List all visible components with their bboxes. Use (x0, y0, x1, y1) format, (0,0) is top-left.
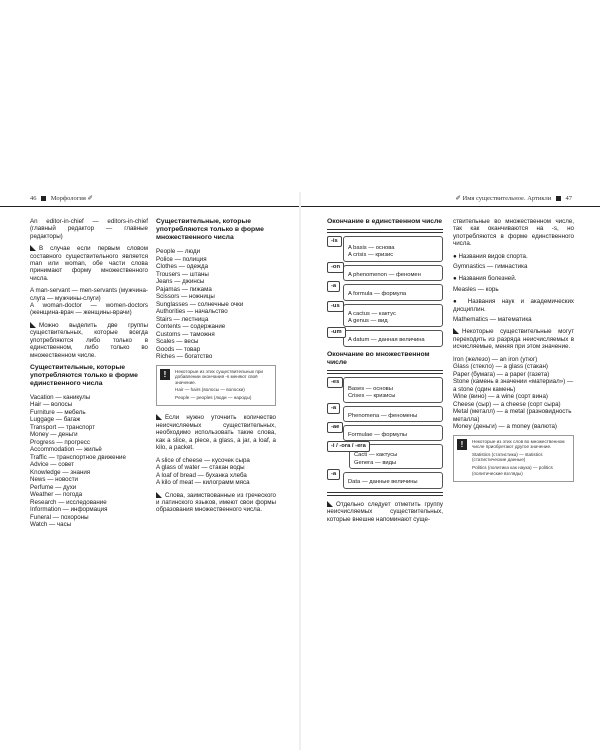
list-item: Advice — совет (30, 461, 75, 469)
word-list (453, 356, 574, 431)
list-item: Traffic — транспортное движение (30, 453, 126, 461)
suffix-label: -es (327, 377, 343, 388)
list-item: Money (деньги) — a money (валюта) (453, 423, 557, 431)
note-box (156, 365, 276, 407)
entry: A formula — формула (348, 291, 407, 298)
example: Measles — корь (453, 285, 499, 293)
list-item: Transport — транспорт (30, 423, 96, 431)
entry-box (343, 472, 443, 488)
bullet-icon: ● (453, 275, 459, 283)
plural-diagram (327, 377, 443, 489)
section-heading: Окончание в единственном числе (327, 218, 443, 225)
bullet-item: ● Названия видов спорта. (453, 252, 528, 260)
list-item: Stairs — лестница (156, 315, 209, 323)
section-heading: Окончание во множественном числе (327, 350, 430, 366)
entry-box (343, 284, 443, 300)
paragraph: An editor-in-chief — editors-in-chief (главный редактор — главные редакторы) (30, 218, 148, 240)
triangle-icon (156, 492, 162, 498)
suffix-label: -i / -ora / -era (327, 441, 370, 452)
page-number: 46 (30, 195, 37, 202)
paragraph: Можно выделить две группы существительных, которые всегда употребляются либо только в единственном, либо только во множественном числе. (30, 321, 148, 359)
page-number: 47 (565, 195, 572, 202)
list-item: Authorities — начальство (156, 308, 228, 315)
note-text: Некоторые из этих существительных при добавлении окончания -s меняют своё значение. (175, 368, 263, 385)
divider (327, 492, 443, 496)
divider (327, 370, 443, 374)
list-item: Luggage — багаж (30, 416, 81, 424)
paragraph: В случае если первым словом составного существительного является man или woman, обе части слова принимают форму множественного числа. (30, 245, 148, 282)
paragraph: Некоторые существительные могут переходить из разряда неисчисляемых в исчисляемые, меняя при этом значение. (453, 328, 574, 351)
triangle-icon (30, 322, 36, 328)
left-page (0, 192, 299, 750)
example-list (156, 457, 276, 487)
suffix-group (327, 236, 443, 262)
bullet-icon: ● (453, 252, 459, 260)
square-icon (556, 196, 561, 201)
suffix-group (327, 304, 443, 328)
word-list (156, 248, 276, 361)
list-item: Scales — весы (156, 338, 199, 345)
triangle-icon (30, 245, 36, 251)
suffix-label: -a (327, 281, 340, 292)
entry: Phenomena — феномены (348, 412, 418, 419)
example: Gymnastics — гимнастика (453, 263, 528, 271)
suffix-label: -on (327, 262, 344, 273)
divider (327, 229, 443, 233)
pen-icon: ✐ (455, 195, 461, 202)
left-col-1 (30, 218, 148, 529)
left-col-2 (156, 218, 276, 519)
entry: A phenomenon — феномен (348, 271, 421, 278)
list-item: Customs — таможня (156, 330, 215, 338)
entry: Genera — виды (354, 459, 397, 466)
list-item: Trousers — штаны (156, 270, 209, 278)
suffix-group (327, 472, 443, 488)
list-item: Hair — волосы (30, 401, 73, 409)
example: A kilo of meat — килограмм мяса (156, 479, 250, 486)
list-item: Stone (камень в значении «материал») — a stone (один камень) (453, 378, 574, 393)
list-item: Clothes — одежда (156, 263, 209, 270)
list-item: Jeans — джинсы (156, 278, 205, 285)
example: A slice of cheese — кусочек сыра (156, 456, 250, 464)
entry: Formulae — формулы (348, 432, 408, 439)
right-page (301, 192, 600, 750)
list-item: Glass (стекло) — a glass (стакан) (453, 363, 548, 371)
example: A loaf of bread — буханка хлеба (156, 471, 247, 479)
list-item: Perfume — духи (30, 483, 77, 491)
list-item: Vacation — каникулы (30, 393, 91, 401)
entry: Cacti — кактусы (354, 452, 398, 459)
example: A glass of water — стакан воды (156, 464, 245, 471)
list-item: Scissors — ножницы (156, 293, 215, 300)
list-item: News — новости (30, 476, 78, 484)
suffix-group (327, 284, 443, 300)
list-item: Contents — содержание (156, 323, 226, 330)
paragraph: Если нужно уточнить количество неисчисляемых существительных, необходимо использовать такие слова, как a slice, a piece, a glass, a jar, a loaf, a kilo, a packet. (156, 414, 276, 452)
list-item: Funeral — похороны (30, 513, 89, 521)
entry: A genus — вид (348, 318, 388, 325)
triangle-icon (156, 414, 162, 420)
suffix-group (327, 377, 443, 403)
triangle-icon (327, 501, 333, 507)
suffix-group (327, 444, 443, 469)
list-item: Goods — товар (156, 345, 201, 353)
suffix-label: -a (327, 403, 340, 414)
list-item: Sunglasses — солнечные очки (156, 300, 244, 308)
note-example: People — peoples (люди — народы) (175, 394, 252, 400)
entry: Crises — кризисы (348, 393, 396, 400)
list-item: Riches — богатство (156, 353, 213, 360)
paragraph: ствительные во множественном числе, так как оканчиваются на -s, но употребляются в форме единственного числа. (453, 218, 574, 248)
bullet-icon: ● (453, 298, 468, 306)
word-list (30, 394, 148, 529)
entry-box (343, 425, 443, 441)
entry: A cactus — кактус (348, 310, 396, 317)
list-item: Furniture — мебель (30, 408, 86, 416)
note-box (453, 435, 574, 483)
singular-diagram (327, 236, 443, 347)
right-col-1 (327, 218, 443, 528)
bullet-item: ● Названия болезней. (453, 275, 517, 283)
suffix-group (327, 265, 443, 281)
list-item: Wine (вино) — a wine (сорт вина) (453, 393, 548, 401)
square-icon (41, 196, 46, 201)
entry-box (343, 265, 443, 281)
list-item: Weather — погода (30, 491, 83, 499)
list-item: Progress — прогресс (30, 438, 90, 446)
section-heading: Существительные, которые употребляются только в форме множественного числа (156, 218, 264, 241)
list-item: Accommodation — жильё (30, 446, 102, 454)
example: Mathematics — математика (453, 316, 532, 324)
note-text: Некоторые из этих слов во множественном числе приобретают другое значение. (472, 438, 565, 450)
list-item: Police — полиция (156, 255, 207, 263)
entry: Bases — основы (348, 385, 393, 392)
list-item: Metal (металл) — a metal (разновидность металла) (453, 408, 572, 423)
list-item: Knowledge — знания (30, 468, 91, 476)
list-item: Watch — часы (30, 521, 72, 529)
suffix-group (327, 330, 443, 346)
suffix-label: -ae (327, 422, 343, 433)
paragraph: Отдельно следует отметить группу неисчисляемых существительных, которые внешне напоминают суще- (327, 500, 443, 523)
list-item: Information — информация (30, 506, 108, 514)
bullet-item: ● Названия наук и академических дисциплин. (453, 298, 574, 313)
entry: A datum — данная величина (348, 337, 425, 344)
note-example: Politics (политика как наука) — politics (политические взгляды) (472, 465, 553, 476)
entry: A basis — основа (348, 245, 395, 251)
exclamation-icon: ! (457, 439, 467, 450)
suffix-group (327, 425, 443, 441)
entry-box (343, 330, 443, 346)
suffix-label: -a (327, 469, 340, 480)
right-page-header (301, 192, 600, 207)
entry-box (343, 406, 443, 422)
suffix-group (327, 406, 443, 422)
suffix-label: -um (327, 327, 346, 338)
entry-box (343, 304, 443, 328)
note-example: Hair — hairs (волосы — волоски) (175, 387, 245, 393)
list-item: Cheese (сыр) — a cheese (сорт сыра) (453, 400, 561, 408)
entry-box (343, 377, 443, 403)
example: A man-servant — men-servants (мужчина-слуга — мужчины-слуги) (30, 287, 148, 302)
list-item: Pajamas — пижама (156, 285, 212, 293)
list-item: Research — исследование (30, 498, 107, 506)
suffix-label: -is (327, 236, 342, 247)
section-title: Морфология (50, 195, 86, 202)
example: A woman-doctor — women-doctors (женщина-врач — женщины-врачи) (30, 302, 148, 317)
triangle-icon (453, 328, 459, 334)
section-heading: Существительные, которые употребляются только в форме единственного числа (30, 363, 138, 387)
entry: A crisis — кризис (348, 252, 394, 259)
list-item: Paper (бумага) — a paper (газета) (453, 370, 550, 378)
note-example: Statistics (статистика) — statistics (статистические данные) (472, 451, 543, 463)
left-page-header (0, 192, 299, 207)
section-title: Имя существительное. Артикли (462, 195, 552, 202)
entry-box (343, 236, 443, 262)
paragraph: Слова, заимствованные из греческого и латинского языков, имеют свои формы образования множественного числа. (156, 491, 276, 514)
pen-icon: ✐ (87, 195, 93, 202)
entry: Data — данные величины (348, 479, 418, 486)
right-col-2 (453, 218, 574, 490)
exclamation-icon: ! (160, 369, 170, 380)
list-item: People — люди (156, 248, 201, 255)
suffix-label: -us (327, 301, 344, 312)
list-item: Iron (железо) — an iron (утюг) (453, 355, 538, 363)
list-item: Money — деньги (30, 431, 78, 439)
